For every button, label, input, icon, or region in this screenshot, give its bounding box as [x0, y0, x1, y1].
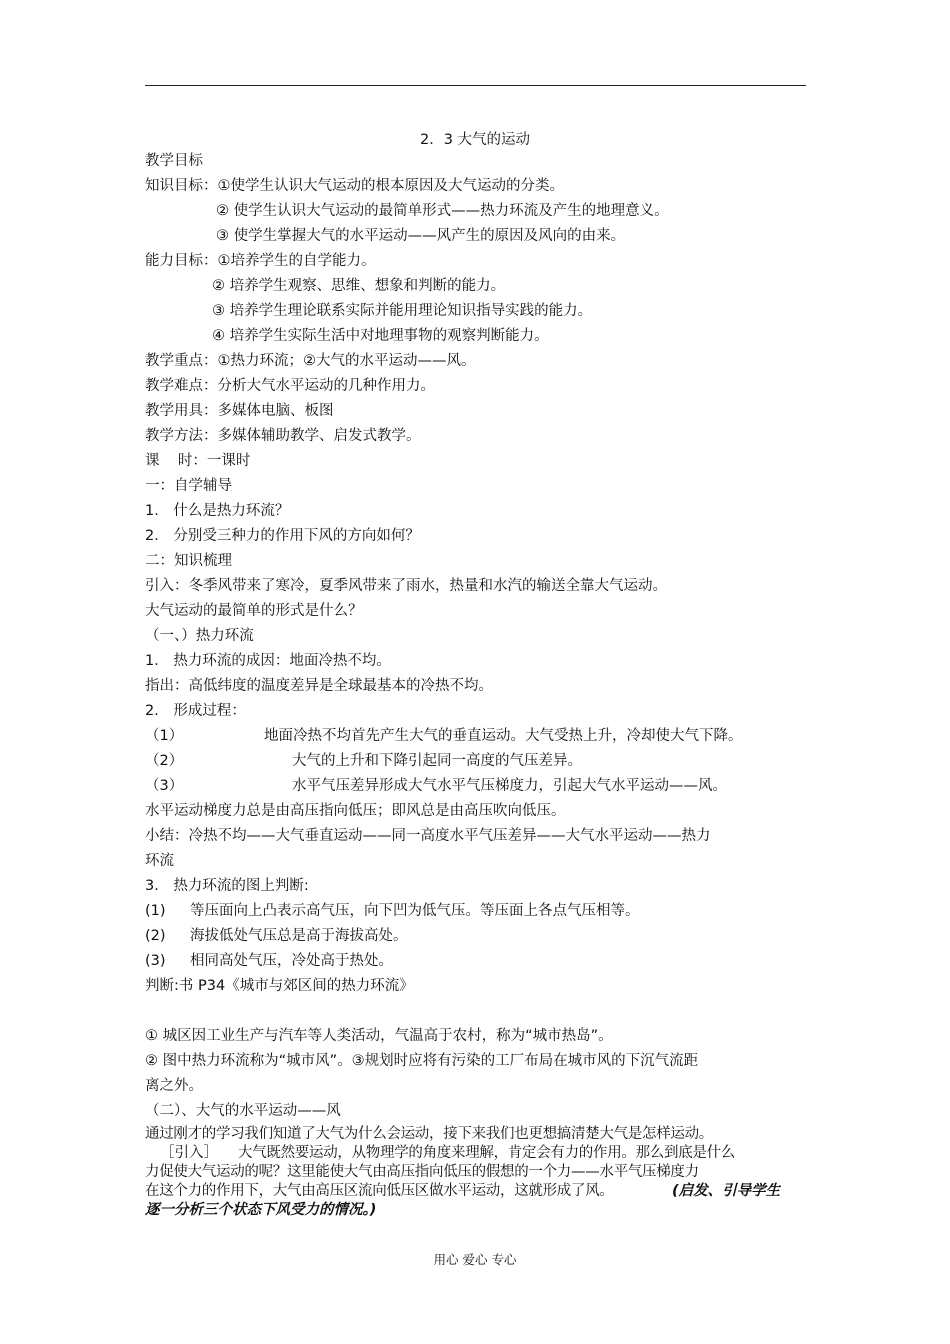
text-line: 1． 什么是热力环流？	[145, 503, 290, 519]
text-line: 3． 热力环流的图上判断:	[145, 878, 309, 894]
text-line: ③ 使学生掌握大气的水平运动——风产生的原因及风向的由来。	[216, 228, 626, 244]
text-line: 2． 分别受三种力的作用下风的方向如何？	[145, 528, 420, 544]
list-item-text: 海拔低处气压总是高于海拔高处。	[190, 928, 408, 944]
text-line: ［引入］	[160, 1145, 218, 1161]
page-footer: 用心 爱心 专心	[433, 1252, 517, 1267]
text-line: 引入：冬季风带来了寒冷，夏季风带来了雨水，热量和水汽的输送全靠大气运动。	[145, 578, 667, 594]
text-line: 二：知识梳理	[145, 553, 232, 569]
text-line: ② 培养学生观察、思维、想象和判断的能力。	[212, 278, 506, 294]
list-item-text: 地面冷热不均首先产生大气的垂直运动。大气受热上升，冷却使大气下降。	[264, 728, 743, 744]
text-line: 水平运动梯度力总是由高压指向低压；即风总是由高压吹向低压。	[145, 803, 566, 819]
list-marker: （1）	[145, 728, 184, 744]
text-line: 环流	[145, 853, 174, 869]
list-marker: （3）	[145, 778, 184, 794]
text-line: 课 时：一课时	[145, 453, 251, 469]
text-line: 知识目标：①使学生认识大气运动的根本原因及大气运动的分类。	[145, 178, 564, 194]
text-line: 教学重点：①热力环流；②大气的水平运动——风。	[145, 353, 476, 369]
text-line: 2． 形成过程：	[145, 703, 246, 719]
text-line: 大气既然要运动，从物理学的角度来理解，肯定会有力的作用。那么到底是什么	[238, 1145, 735, 1161]
list-item-text: 大气的上升和下降引起同一高度的气压差异。	[292, 753, 582, 769]
text-line: ④ 培养学生实际生活中对地理事物的观察判断能力。	[212, 328, 549, 344]
list-marker: (1)	[145, 903, 166, 919]
list-marker: (2)	[145, 928, 166, 944]
list-marker: （2）	[145, 753, 184, 769]
text-line: ③ 培养学生理论联系实际并能用理论知识指导实践的能力。	[212, 303, 593, 319]
text-line: 教学目标	[145, 153, 203, 169]
text-line: 力促使大气运动的呢？这里能使大气由高压指向低压的假想的一个力——水平气压梯度力	[145, 1164, 699, 1180]
text-line: 教学用具：多媒体电脑、板图	[145, 403, 334, 419]
text-line: ② 图中热力环流称为“城市风”。③规划时应将有污染的工厂布局在城市风的下沉气流距	[145, 1053, 699, 1069]
text-line: 一：自学辅导	[145, 478, 232, 494]
list-item-text: 相同高处气压，冷处高于热处。	[190, 953, 393, 969]
text-line: 大气运动的最简单的形式是什么？	[145, 603, 363, 619]
text-line: 通过刚才的学习我们知道了大气为什么会运动，接下来我们也更想搞清楚大气是怎样运动。	[145, 1126, 713, 1142]
text-line: 判断:书 P34《城市与郊区间的热力环流》	[145, 978, 414, 994]
text-line: 能力目标：①培养学生的自学能力。	[145, 253, 376, 269]
text-line: 1． 热力环流的成因：地面冷热不均。	[145, 653, 391, 669]
text-line: 小结：冷热不均——大气垂直运动——同一高度水平气压差异——大气水平运动——热力	[145, 828, 711, 844]
list-item-text: 等压面向上凸表示高气压，向下凹为低气压。等压面上各点气压相等。	[190, 903, 640, 919]
emphasis-text: (启发、引导学生	[672, 1183, 781, 1199]
list-item-text: 水平气压差异形成大气水平气压梯度力，引起大气水平运动——风。	[292, 778, 727, 794]
document-title: 2．3 大气的运动	[419, 132, 531, 148]
text-line: 在这个力的作用下，大气由高压区流向低压区做水平运动，这就形成了风。	[145, 1183, 614, 1199]
section-heading: （一、）热力环流	[145, 628, 254, 644]
text-line: ① 城区因工业生产与汽车等人类活动，气温高于农村，称为“城市热岛”。	[145, 1028, 613, 1044]
emphasis-text: 逐一分析三个状态下风受力的情况。)	[145, 1202, 377, 1218]
text-line: ② 使学生认识大气运动的最简单形式——热力环流及产生的地理意义。	[216, 203, 669, 219]
text-line: 离之外。	[145, 1078, 203, 1094]
list-marker: (3)	[145, 953, 166, 969]
section-heading: （二）、大气的水平运动——风	[145, 1103, 341, 1119]
text-line: 指出：高低纬度的温度差异是全球最基本的冷热不均。	[145, 678, 493, 694]
text-line: 教学方法：多媒体辅助教学、启发式教学。	[145, 428, 421, 444]
header-rule	[145, 85, 806, 86]
text-line: 教学难点：分析大气水平运动的几种作用力。	[145, 378, 435, 394]
